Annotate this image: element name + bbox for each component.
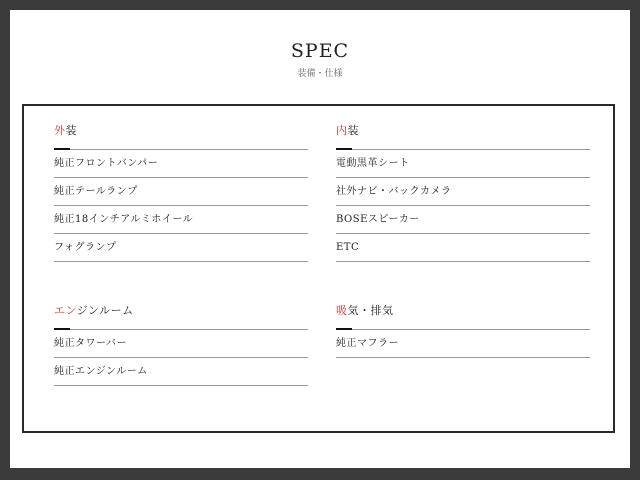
section-title: 吸気・排気 [336, 304, 394, 317]
section-title: 内装 [336, 124, 359, 137]
section-intake-exhaust [336, 302, 590, 358]
section-title: 外装 [54, 124, 77, 137]
list-item: 純正エンジンルーム [54, 358, 308, 386]
section-exterior [54, 122, 308, 262]
section-interior [336, 122, 590, 262]
list-item: 純正18インチアルミホイール [54, 206, 308, 234]
section-divider [336, 329, 590, 330]
section-engine-room [54, 302, 308, 386]
list-item: 純正タワーバー [54, 330, 308, 358]
section-divider [54, 149, 308, 150]
list-item: BOSEスピーカー [336, 206, 590, 234]
section-header [54, 122, 308, 150]
section-title: エンジンルーム [54, 304, 134, 317]
list-item: 純正テールランプ [54, 178, 308, 206]
list-item: 社外ナビ・バックカメラ [336, 178, 590, 206]
page-title: SPEC [290, 40, 350, 62]
list-item: ETC [336, 234, 590, 262]
section-divider [54, 329, 308, 330]
page-subtitle: 装備・仕様 [297, 69, 343, 79]
section-header [336, 122, 590, 150]
section-header [54, 302, 308, 330]
list-item: 純正フロントバンパー [54, 150, 308, 178]
list-item: 純正マフラー [336, 330, 590, 358]
list-item: フォグランプ [54, 234, 308, 262]
section-divider [336, 149, 590, 150]
spec-frame [22, 104, 615, 433]
list-item: 電動黒革シート [336, 150, 590, 178]
section-header [336, 302, 590, 330]
spec-page [10, 10, 630, 468]
